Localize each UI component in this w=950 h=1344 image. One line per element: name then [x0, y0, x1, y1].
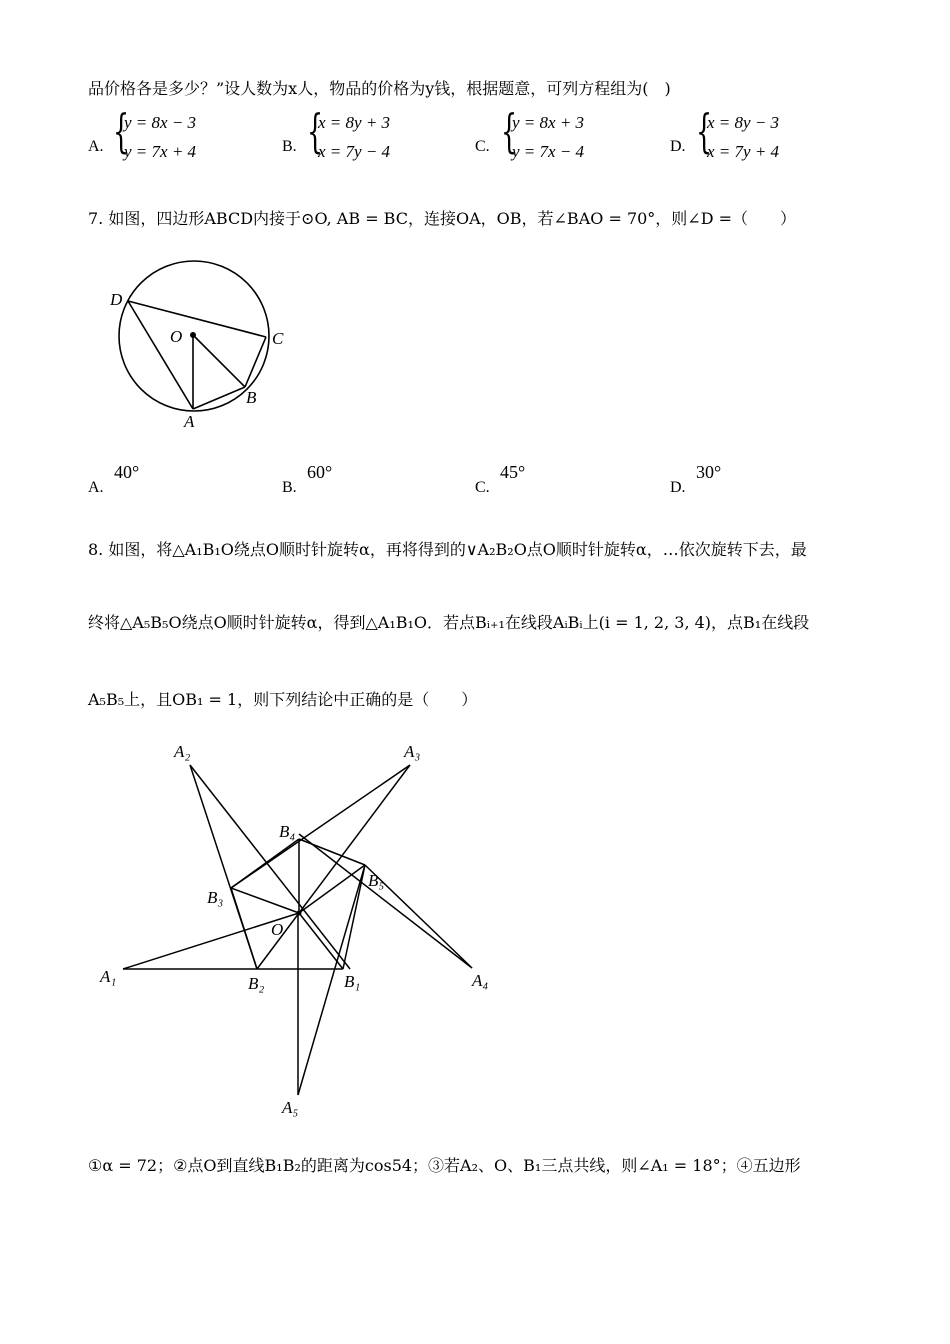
label-b1: B₁	[344, 972, 361, 991]
segment-ob	[193, 335, 245, 387]
q7-figure	[100, 255, 300, 435]
q8-stem-line2	[88, 610, 809, 633]
brace-icon: {	[501, 104, 518, 158]
q7-stem-text: 7. 如图，四边形ABCD内接于⊙O, AB = BC，连接OA，OB，若∠BAO = 70°，则∠D =（ ）	[88, 209, 797, 228]
equation: x = 8y + 3	[318, 113, 391, 132]
center-point	[297, 911, 302, 916]
label-o: O	[271, 920, 284, 939]
equation: y = 8x + 3	[512, 113, 585, 132]
equation: y = 7x − 4	[512, 142, 585, 161]
center-point	[190, 332, 196, 338]
q6-stem-text: 品价格各是多少？”设人数为x人，物品的价格为y钱，根据题意，可列方程组为( )	[88, 79, 671, 98]
option-value: 45°	[500, 462, 526, 482]
q6-stem-tail	[88, 76, 671, 99]
option-value: 60°	[307, 462, 333, 482]
label-b: B	[246, 388, 257, 407]
q8-stem-line1	[88, 537, 807, 560]
equation-system	[124, 108, 196, 166]
q8-text: 终将△A₅B₅O绕点O顺时针旋转α，得到△A₁B₁O．若点Bᵢ₊₁在线段AᵢBᵢ上(i = 1, 2, 3, 4)，点B₁在线段	[88, 613, 810, 632]
label-a1: A₁	[100, 967, 117, 986]
q8-text: A₅B₅上，且OB₁ = 1，则下列结论中正确的是（ ）	[88, 690, 478, 709]
label-a3: A₃	[404, 742, 421, 761]
option-label: C.	[475, 138, 490, 155]
option-label: A.	[88, 138, 104, 155]
brace-icon: {	[307, 104, 324, 158]
label-b4: B₄	[279, 822, 296, 841]
option-label: B.	[282, 138, 297, 155]
segment-b4b5	[299, 839, 365, 865]
brace-icon: {	[696, 104, 713, 158]
equation-system	[707, 108, 779, 166]
equation-system	[318, 108, 390, 166]
segment-b2b3	[231, 888, 257, 969]
label-a4: A₄	[472, 971, 489, 990]
q8-conclusions-text: ①α = 72；②点O到直线B₁B₂的距离为cos54；③若A₂、O、B₁三点共线，则∠A₁ = 18°；④五边形	[88, 1156, 801, 1175]
option-label: D.	[670, 138, 686, 155]
segment-a3o	[299, 765, 410, 913]
label-a: A	[184, 412, 195, 431]
segment-a2b1	[190, 765, 350, 969]
segment-dc	[128, 301, 266, 337]
label-a2: A₂	[174, 742, 191, 761]
equation: y = 7x + 4	[124, 142, 197, 161]
brace-icon: {	[113, 104, 130, 158]
option-value: 30°	[696, 462, 722, 482]
option-label: A.	[88, 479, 104, 496]
equation: y = 8x − 3	[124, 113, 197, 132]
option-label: D.	[670, 479, 686, 496]
option-value: 40°	[114, 462, 140, 482]
spoke-ob5	[299, 865, 365, 913]
segment-a4b4	[299, 834, 472, 968]
label-o: O	[170, 327, 183, 346]
q8-figure	[95, 735, 515, 1125]
q7-stem	[88, 206, 796, 229]
label-b3: B₃	[207, 888, 224, 907]
equation: x = 8y − 3	[707, 113, 780, 132]
equation-system	[512, 108, 584, 166]
segment-b3b4	[231, 839, 299, 888]
q8-stem-line3	[88, 687, 477, 710]
equation: x = 7y − 4	[318, 142, 391, 161]
spoke-ob1	[299, 913, 343, 969]
segment-da	[128, 301, 193, 409]
q8-text: 8. 如图，将△A₁B₁O绕点O顺时针旋转α，再将得到的∨A₂B₂O点O顺时针旋转α，…依次旋转下去，最	[88, 540, 807, 559]
label-d: D	[110, 290, 123, 309]
option-label: C.	[475, 479, 490, 496]
label-b5: B₅	[368, 871, 385, 890]
option-label: B.	[282, 479, 297, 496]
segment-b5b1	[343, 865, 365, 969]
label-a5: A₅	[282, 1098, 299, 1117]
label-b2: B₂	[248, 974, 265, 993]
label-c: C	[272, 329, 284, 348]
q8-conclusions	[88, 1153, 801, 1176]
equation: x = 7y + 4	[707, 142, 780, 161]
